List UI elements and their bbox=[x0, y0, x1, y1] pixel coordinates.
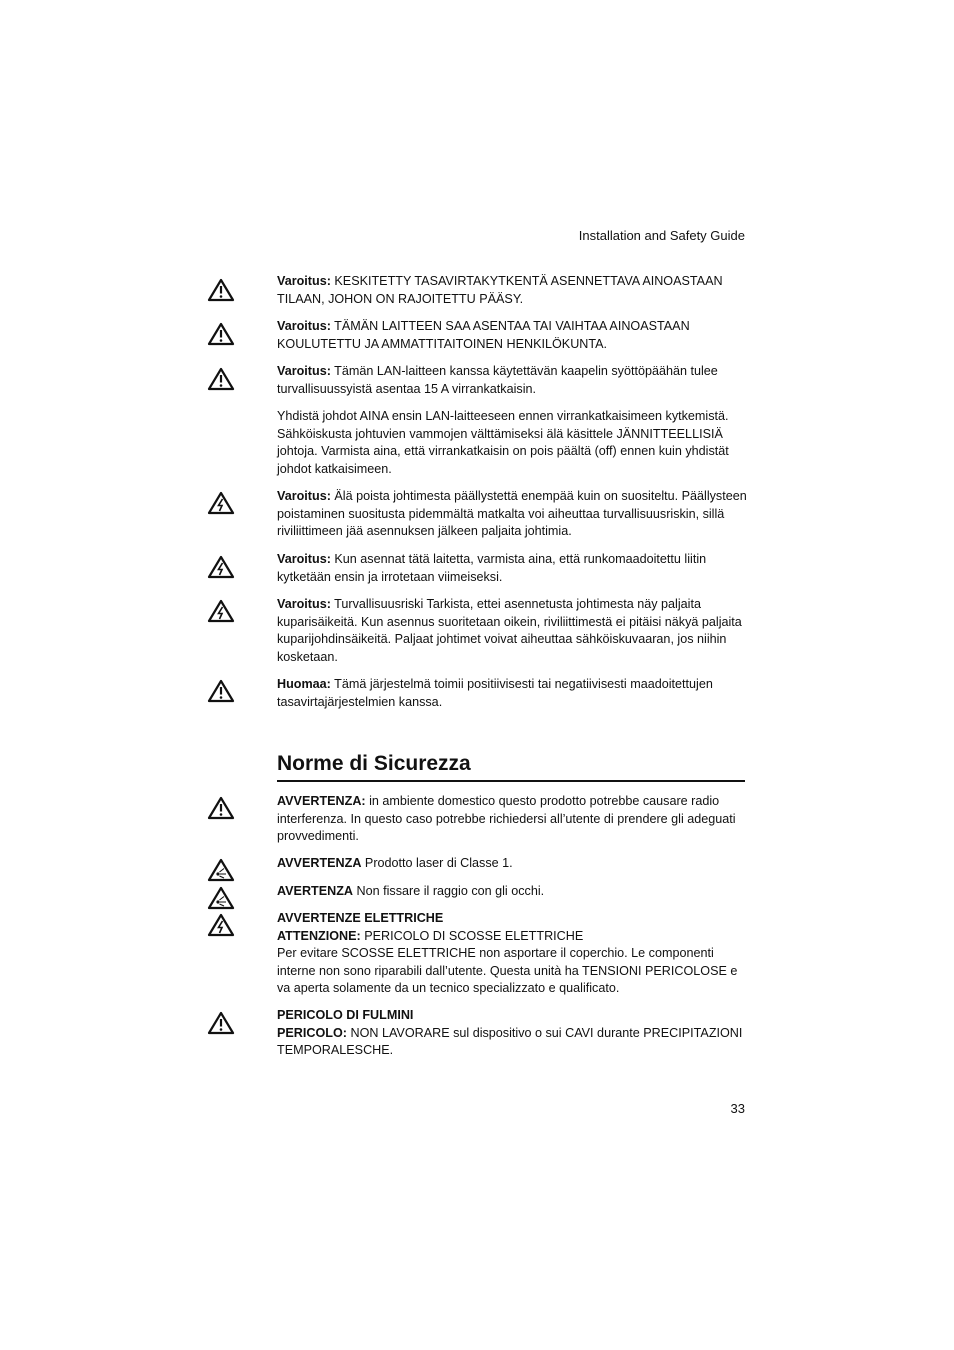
warning-stripping-length bbox=[277, 488, 747, 541]
wiring-instructions-paragraph: Yhdistä johdot AINA ensin LAN-laitteeseen ennen virrankatkaisimeen kytkemistä. Sähköiskusta johtuvien vammojen välttämiseksi älä käsittele JÄNNITTEELLISIÄ johtoja. Varmista aina, että virrankatkaisin on pois päältä (off) ennen kuin yhdistät johdot katkaisimeen. bbox=[277, 409, 729, 476]
warning-label: Varoitus: bbox=[277, 364, 331, 378]
warning-label: AVERTENZA bbox=[277, 884, 354, 898]
warning-heading: AVVERTENZE ELETTRICHE bbox=[277, 911, 444, 925]
warning-trained-personnel bbox=[277, 318, 747, 353]
electrical-hazard-icon bbox=[207, 913, 235, 937]
warning-text: Älä poista johtimesta päällystettä enempää kuin on suositeltu. Päällysteen poistaminen suositusta pidemmältä matkalta voi aiheuttaa turvallisuusriskin, sillä riviliittimeen jää asennuksen jälkeen paljaita johtimia. bbox=[277, 489, 747, 538]
warning-label: AVVERTENZA: bbox=[277, 794, 366, 808]
warning-text: KESKITETTY TASAVIRTAKYTKENTÄ ASENNETTAVA AINOASTAAN TILAAN, JOHON ON RAJOITETTU PÄÄSY. bbox=[277, 274, 723, 306]
warning-exposed-copper bbox=[277, 596, 747, 666]
warning-laser-beam bbox=[277, 883, 747, 901]
warning-radio-interference bbox=[277, 793, 747, 846]
note-text: Tämä järjestelmä toimii positiivisesti tai negatiivisesti maadoitettujen tasavirtajärjestelmien kanssa. bbox=[277, 677, 713, 709]
warning-triangle-icon bbox=[207, 322, 235, 346]
warning-text: Tämän LAN-laitteen kanssa käytettävän kaapelin syöttöpäähän tulee turvallisuussyistä asentaa 15 A virrankatkaisin. bbox=[277, 364, 718, 396]
warning-label: ATTENZIONE: bbox=[277, 928, 361, 943]
warning-text: in ambiente domestico questo prodotto potrebbe causare radio interferenza. In questo caso potrebbe richiedersi all’utente di prendere gli adeguati provvedimenti. bbox=[277, 794, 736, 843]
laser-hazard-icon bbox=[207, 858, 235, 882]
warning-text: TÄMÄN LAITTEEN SAA ASENTAA TAI VAIHTAA AINOASTAAN KOULUTETTU JA AMMATTITAITOINEN HENKILÖKUNTA. bbox=[277, 319, 690, 351]
warning-label: Varoitus: bbox=[277, 319, 331, 333]
warning-laser-class bbox=[277, 855, 747, 873]
warning-label: Varoitus: bbox=[277, 552, 331, 566]
warning-triangle-icon bbox=[207, 278, 235, 302]
warning-text: PERICOLO DI SCOSSE ELETTRICHE bbox=[360, 928, 584, 943]
note-label: Huomaa: bbox=[277, 677, 331, 691]
electrical-hazard-icon bbox=[207, 491, 235, 515]
warning-triangle-icon bbox=[207, 796, 235, 820]
warning-text: Non fissare il raggio con gli occhi. bbox=[353, 884, 545, 898]
warning-label: AVVERTENZA bbox=[277, 856, 362, 870]
running-header: Installation and Safety Guide bbox=[578, 228, 745, 243]
warning-triangle-icon bbox=[207, 679, 235, 703]
section-title: Norme di Sicurezza bbox=[277, 752, 745, 782]
warning-grounding-terminal bbox=[277, 551, 747, 586]
warning-centralized-dc bbox=[277, 273, 747, 308]
warning-body: Per evitare SCOSSE ELETTRICHE non asportare il coperchio. Le componenti interne non sono riparabili dall’utente. Questa unità ha TENSIONI PERICOLOSE e va aperta solamente da un tecnico specializzato e qualificato. bbox=[277, 946, 738, 995]
warning-label: Varoitus: bbox=[277, 274, 331, 288]
note-grounded-systems bbox=[277, 676, 747, 711]
warning-lightning bbox=[277, 1007, 747, 1060]
warning-label: Varoitus: bbox=[277, 489, 331, 503]
warning-text: Kun asennat tätä laitetta, varmista aina, että runkomaadoitettu liitin kytketään ensin ja irrotetaan viimeiseksi. bbox=[277, 552, 707, 584]
electrical-hazard-icon bbox=[207, 555, 235, 579]
laser-hazard-icon bbox=[207, 886, 235, 910]
warning-electrical bbox=[277, 910, 747, 998]
electrical-hazard-icon bbox=[207, 599, 235, 623]
warning-text: Turvallisuusriski Tarkista, ettei asennetusta johtimesta näy paljaita kuparisäikeitä. Kun asennus suoritetaan oikein, riviliittimestä ei pitäisi näkyä paljaita kuparijohdinsäikeitä. Paljaat johtimet voivat aiheuttaa sähköiskuvaaran, jos niihin kosketaan. bbox=[277, 597, 742, 664]
warning-triangle-icon bbox=[207, 1011, 235, 1035]
warning-text: NON LAVORARE sul dispositivo o sui CAVI durante PRECIPITAZIONI TEMPORALESCHE. bbox=[277, 1025, 743, 1057]
warning-triangle-icon bbox=[207, 367, 235, 391]
page-number: 33 bbox=[730, 1101, 745, 1116]
warning-circuit-breaker bbox=[277, 363, 747, 398]
warning-label: Varoitus: bbox=[277, 597, 331, 611]
warning-text: Prodotto laser di Classe 1. bbox=[361, 856, 513, 870]
warning-heading: PERICOLO DI FULMINI bbox=[277, 1008, 414, 1022]
warning-label: PERICOLO: bbox=[277, 1025, 347, 1040]
